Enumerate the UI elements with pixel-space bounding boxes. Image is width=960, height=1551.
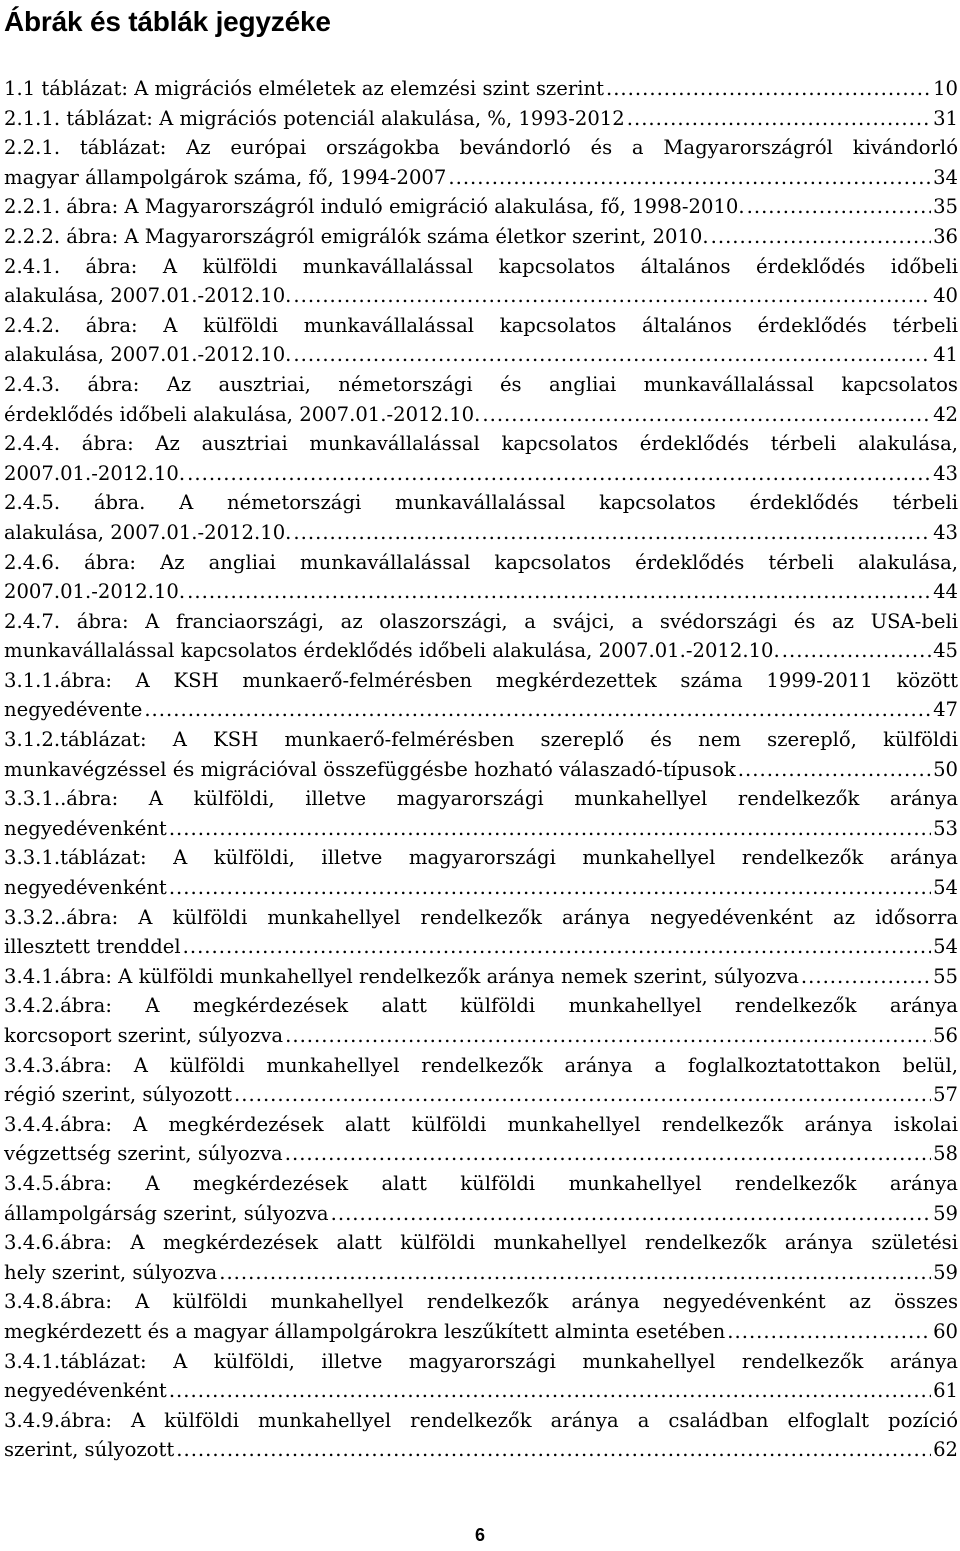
toc-entry-title-line[interactable]: végzettség szerint, súlyozva xyxy=(4,1142,283,1166)
toc-entry-page-number[interactable]: 43 xyxy=(933,520,958,544)
toc-entry-page-number[interactable]: 34 xyxy=(933,165,958,189)
toc-entry[interactable] xyxy=(4,1110,958,1169)
toc-entry-last-line xyxy=(4,400,958,430)
toc-entry-page-number[interactable]: 54 xyxy=(933,876,958,900)
toc-entry[interactable] xyxy=(4,104,958,134)
toc-entry-title-line[interactable]: 2.4.6. ábra: Az angliai munkavállalással kapcsolatos érdeklődés térbeli alakulása, xyxy=(4,550,958,574)
dot-leader xyxy=(782,636,931,666)
toc-entry-last-line xyxy=(4,163,958,193)
toc-entry-page-number[interactable]: 42 xyxy=(933,402,958,426)
toc-entry-page-number[interactable]: 62 xyxy=(933,1438,958,1462)
dot-leader xyxy=(144,695,931,725)
toc-entry-page-number[interactable]: 35 xyxy=(933,195,958,219)
toc-entry-page-number[interactable]: 61 xyxy=(933,1379,958,1403)
dot-leader xyxy=(169,814,931,844)
toc-entry-last-line xyxy=(4,1317,958,1347)
toc-entry-title-line[interactable]: 2.4.4. ábra: Az ausztriai munkavállalással kapcsolatos érdeklődés térbeli alakulása, xyxy=(4,432,958,456)
toc-entry-title-line[interactable]: 2.2.2. ábra: A Magyarországról emigrálók száma életkor szerint, 2010. xyxy=(4,224,709,248)
dot-leader xyxy=(293,518,931,548)
toc-entry-title-line[interactable]: 3.4.1.táblázat: A külföldi, illetve magyarországi munkahellyel rendelkezők aránya xyxy=(4,1349,958,1373)
toc-entry-title-line[interactable]: negyedévente xyxy=(4,698,143,722)
toc-entry-title-line[interactable]: illesztett trenddel xyxy=(4,935,181,959)
dot-leader xyxy=(711,222,931,252)
toc-entry[interactable] xyxy=(4,725,958,784)
toc-entry-title-line[interactable]: régió szerint, súlyozott xyxy=(4,1083,233,1107)
toc-entry[interactable] xyxy=(4,784,958,843)
dot-leader xyxy=(738,755,931,785)
toc-entry-last-line xyxy=(4,636,958,666)
toc-entry-page-number[interactable]: 53 xyxy=(933,816,958,840)
toc-entry-title-line[interactable]: alakulása, 2007.01.-2012.10. xyxy=(4,520,292,544)
dot-leader xyxy=(285,1139,931,1169)
toc-entry-title-line[interactable]: állampolgárság szerint, súlyozva xyxy=(4,1201,329,1225)
dot-leader xyxy=(285,1021,931,1051)
toc-entry[interactable] xyxy=(4,1287,958,1346)
toc-entry-last-line xyxy=(4,814,958,844)
toc-entry-title-line[interactable]: magyar állampolgárok száma, fő, 1994-2007 xyxy=(4,165,447,189)
toc-entry-last-line xyxy=(4,459,958,489)
toc-entry[interactable] xyxy=(4,1228,958,1287)
toc-entry-page-number[interactable]: 59 xyxy=(933,1201,958,1225)
toc-entry-title-line[interactable]: 3.1.1.ábra: A KSH munkaerő-felmérésben megkérdezettek száma 1999-2011 között xyxy=(4,668,958,692)
toc-entry-title-line[interactable]: megkérdezett és a magyar állampolgárokra leszűkített alminta esetében xyxy=(4,1319,726,1343)
toc-entry-title-line[interactable]: 2.4.3. ábra: Az ausztriai, németországi és angliai munkavállalással kapcsolatos xyxy=(4,372,958,396)
toc-entry-title-line[interactable]: alakulása, 2007.01.-2012.10. xyxy=(4,343,292,367)
page-number: 6 xyxy=(474,1525,485,1545)
toc-entry-title-line[interactable]: 3.3.1..ábra: A külföldi, illetve magyarországi munkahellyel rendelkezők aránya xyxy=(4,787,958,811)
page-title: Ábrák és táblák jegyzéke xyxy=(4,6,331,37)
dot-leader xyxy=(293,281,931,311)
table-of-figures xyxy=(4,74,958,1465)
toc-entry-last-line xyxy=(4,962,958,992)
dot-leader xyxy=(448,163,931,193)
toc-entry-last-line xyxy=(4,1139,958,1169)
toc-entry-page-number[interactable]: 10 xyxy=(933,77,958,100)
toc-entry[interactable] xyxy=(4,1051,958,1110)
toc-entry-last-line xyxy=(4,695,958,725)
toc-entry-last-line xyxy=(4,755,958,785)
toc-entry-title-line[interactable]: 2.4.7. ábra: A franciaországi, az olaszországi, a svájci, a svédországi és az USA-beli xyxy=(4,609,958,633)
toc-entry[interactable] xyxy=(4,991,958,1050)
toc-entry-page-number[interactable]: 36 xyxy=(933,224,958,248)
toc-entry-title-line[interactable]: negyedévenként xyxy=(4,1379,167,1403)
toc-entry-title-line[interactable]: 3.1.2.táblázat: A KSH munkaerő-felmérésben szereplő és nem szereplő, külföldi xyxy=(4,728,958,752)
toc-entry[interactable] xyxy=(4,488,958,547)
dot-leader xyxy=(219,1258,931,1288)
toc-entry-title-line[interactable]: 3.4.6.ábra: A megkérdezések alatt külföldi munkahellyel rendelkezők aránya születési xyxy=(4,1231,958,1255)
toc-entry-page-number[interactable]: 58 xyxy=(933,1142,958,1166)
dot-leader xyxy=(293,340,931,370)
toc-entry-last-line xyxy=(4,1199,958,1229)
toc-entry-last-line xyxy=(4,104,958,134)
toc-entry-last-line xyxy=(4,932,958,962)
dot-leader xyxy=(747,192,931,222)
toc-entry-title-line[interactable]: 3.3.1.táblázat: A külföldi, illetve magyarországi munkahellyel rendelkezők aránya xyxy=(4,846,958,870)
toc-entry[interactable] xyxy=(4,192,958,222)
toc-entry[interactable] xyxy=(4,1347,958,1406)
toc-entry-page-number[interactable]: 60 xyxy=(933,1319,958,1343)
toc-entry-title-line[interactable]: 3.3.2..ábra: A külföldi munkahellyel rendelkezők aránya negyedévenként az idősorra xyxy=(4,905,958,929)
toc-entry-last-line xyxy=(4,1435,958,1465)
toc-entry[interactable] xyxy=(4,962,958,992)
dot-leader xyxy=(187,577,931,607)
dot-leader xyxy=(187,459,931,489)
toc-entry-page-number[interactable]: 43 xyxy=(933,461,958,485)
toc-entry-title-line[interactable]: 2.4.2. ábra: A külföldi munkavállalással kapcsolatos általános érdeklődés térbeli xyxy=(4,313,958,337)
toc-entry[interactable] xyxy=(4,429,958,488)
toc-entry-title-line[interactable]: 3.4.2.ábra: A megkérdezések alatt külföldi munkahellyel rendelkezők aránya xyxy=(4,994,958,1018)
toc-entry-page-number[interactable]: 57 xyxy=(933,1083,958,1107)
toc-entry-title-line[interactable]: munkavállalással kapcsolatos érdeklődés időbeli alakulása, 2007.01.-2012.10. xyxy=(4,639,780,663)
toc-entry-title-line[interactable]: munkavégzéssel és migrációval összefüggésbe hozható válaszadó-típusok xyxy=(4,757,736,781)
toc-entry[interactable] xyxy=(4,252,958,311)
toc-entry-last-line xyxy=(4,1258,958,1288)
toc-entry-title-line[interactable]: hely szerint, súlyozva xyxy=(4,1260,218,1284)
toc-entry-last-line xyxy=(4,577,958,607)
dot-leader xyxy=(606,74,931,104)
toc-entry-page-number[interactable]: 40 xyxy=(933,284,958,308)
toc-entry-title-line[interactable]: 3.4.5.ábra: A megkérdezések alatt külföldi munkahellyel rendelkezők aránya xyxy=(4,1171,958,1195)
toc-entry-page-number[interactable]: 44 xyxy=(933,580,958,604)
dot-leader xyxy=(234,1080,931,1110)
toc-entry[interactable] xyxy=(4,843,958,902)
toc-entry-title-line[interactable]: negyedévenként xyxy=(4,816,167,840)
dot-leader xyxy=(169,1376,931,1406)
toc-entry-title-line[interactable]: érdeklődés időbeli alakulása, 2007.01.-2012.10. xyxy=(4,402,481,426)
toc-entry-last-line xyxy=(4,1376,958,1406)
toc-entry-title-line[interactable]: alakulása, 2007.01.-2012.10. xyxy=(4,284,292,308)
toc-entry[interactable] xyxy=(4,311,958,370)
dot-leader xyxy=(727,1317,931,1347)
toc-entry-last-line xyxy=(4,1080,958,1110)
toc-entry-page-number[interactable]: 56 xyxy=(933,1024,958,1047)
toc-entry-last-line xyxy=(4,222,958,252)
toc-entry-title-line[interactable]: 3.4.8.ábra: A külföldi munkahellyel rendelkezők aránya negyedévenként az összes xyxy=(4,1290,958,1314)
toc-entry-last-line xyxy=(4,281,958,311)
toc-entry-title-line[interactable]: 2.4.1. ábra: A külföldi munkavállalással kapcsolatos általános érdeklődés időbeli xyxy=(4,254,958,278)
toc-entry[interactable] xyxy=(4,607,958,666)
toc-entry-last-line xyxy=(4,1021,958,1051)
toc-entry-last-line xyxy=(4,192,958,222)
dot-leader xyxy=(169,873,931,903)
toc-entry[interactable] xyxy=(4,1406,958,1465)
toc-entry[interactable] xyxy=(4,74,958,104)
dot-leader xyxy=(482,400,931,430)
toc-entry[interactable] xyxy=(4,903,958,962)
toc-entry-last-line xyxy=(4,873,958,903)
toc-entry-title-line[interactable]: 2.2.1. ábra: A Magyarországról induló emigráció alakulása, fő, 1998-2010. xyxy=(4,195,745,219)
dot-leader xyxy=(176,1435,931,1465)
toc-entry-title-line[interactable]: 2007.01.-2012.10. xyxy=(4,461,186,485)
toc-entry[interactable] xyxy=(4,666,958,725)
toc-entry-page-number[interactable]: 55 xyxy=(933,964,958,988)
toc-entry[interactable] xyxy=(4,548,958,607)
toc-entry-title-line[interactable]: 1.1 táblázat: A migrációs elméletek az elemzési szint szerint xyxy=(4,77,604,100)
toc-entry-title-line[interactable]: 3.4.9.ábra: A külföldi munkahellyel rendelkezők aránya a családban elfoglalt pozíció xyxy=(4,1408,958,1432)
toc-entry-title-line[interactable]: 2.1.1. táblázat: A migrációs potenciál alakulása, %, 1993-2012 xyxy=(4,106,625,130)
toc-entry-page-number[interactable]: 54 xyxy=(933,935,958,959)
dot-leader xyxy=(331,1199,931,1229)
dot-leader xyxy=(627,104,931,134)
toc-entry[interactable] xyxy=(4,370,958,429)
toc-entry-page-number[interactable]: 47 xyxy=(933,698,958,722)
toc-entry-page-number[interactable]: 41 xyxy=(933,343,958,367)
dot-leader xyxy=(801,962,931,992)
toc-entry-last-line xyxy=(4,340,958,370)
toc-entry-title-line[interactable]: szerint, súlyozott xyxy=(4,1438,175,1462)
toc-entry-title-line[interactable]: 3.4.4.ábra: A megkérdezések alatt külföldi munkahellyel rendelkezők aránya iskolai xyxy=(4,1112,958,1136)
toc-entry-page-number[interactable]: 31 xyxy=(933,106,958,130)
toc-entry[interactable] xyxy=(4,222,958,252)
toc-entry-title-line[interactable]: 2.4.5. ábra. A németországi munkavállalással kapcsolatos érdeklődés térbeli xyxy=(4,491,958,515)
toc-entry-title-line[interactable]: negyedévenként xyxy=(4,876,167,900)
toc-entry-title-line[interactable]: 3.4.1.ábra: A külföldi munkahellyel rendelkezők aránya nemek szerint, súlyozva xyxy=(4,964,799,988)
toc-entry-title-line[interactable]: 2007.01.-2012.10. xyxy=(4,580,186,604)
toc-entry-page-number[interactable]: 50 xyxy=(933,757,958,781)
toc-entry-page-number[interactable]: 59 xyxy=(933,1260,958,1284)
toc-entry-last-line xyxy=(4,74,958,104)
toc-entry[interactable] xyxy=(4,133,958,192)
toc-entry-title-line[interactable]: 2.2.1. táblázat: Az európai országokba bevándorló és a Magyarországról kivándorló xyxy=(4,136,958,160)
toc-entry-title-line[interactable]: 3.4.3.ábra: A külföldi munkahellyel rendelkezők aránya a foglalkoztatottakon belül, xyxy=(4,1053,958,1077)
toc-entry[interactable] xyxy=(4,1169,958,1228)
dot-leader xyxy=(183,932,931,962)
toc-entry-page-number[interactable]: 45 xyxy=(933,639,958,663)
toc-entry-last-line xyxy=(4,518,958,548)
toc-entry-title-line[interactable]: korcsoport szerint, súlyozva xyxy=(4,1024,284,1047)
